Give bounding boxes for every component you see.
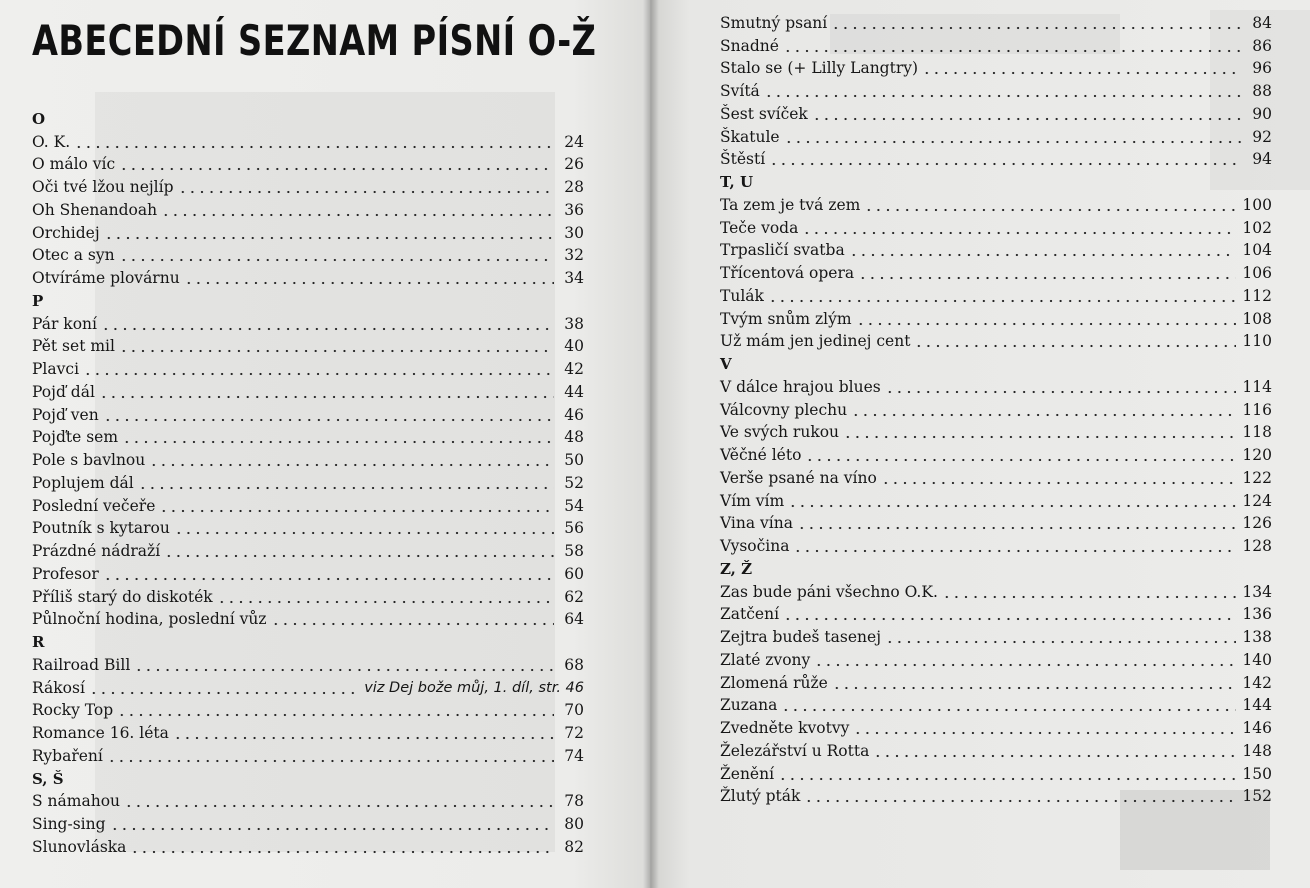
- dot-leader: [119, 333, 554, 353]
- page-number: 58: [564, 542, 584, 560]
- page-number: 114: [1242, 377, 1272, 396]
- song-entry: [720, 397, 1272, 420]
- page-number: 44: [564, 382, 584, 401]
- song-entry: [32, 197, 584, 220]
- dot-leader: [851, 397, 1236, 417]
- page-number: 124: [1242, 491, 1272, 510]
- song-entry: [720, 624, 1272, 647]
- song-entry: [720, 374, 1272, 397]
- song-title: Zvedněte kvotvy: [720, 719, 850, 737]
- song-entry: [32, 425, 584, 448]
- song-title: Ta zem je tvá zem: [720, 195, 861, 214]
- section-letter-heading: O: [32, 109, 46, 128]
- page-number: 100: [1242, 195, 1272, 214]
- song-entry: [32, 834, 584, 857]
- page-number: 32: [564, 246, 584, 265]
- page-number: 40: [564, 337, 584, 356]
- song-title: Pár koní: [32, 314, 97, 333]
- song-title: Vím vím: [720, 491, 785, 510]
- song-entry: [720, 283, 1272, 306]
- dot-leader: [74, 129, 554, 149]
- page-number: 150: [1242, 764, 1272, 783]
- song-entry: [32, 220, 584, 243]
- song-entry: [720, 511, 1272, 534]
- song-entry: [32, 743, 584, 766]
- song-entry: [720, 715, 1272, 738]
- song-entry: [32, 561, 584, 584]
- song-title: Zlaté zvony: [720, 650, 811, 669]
- song-title: Oči tvé lžou nejlíp: [32, 178, 174, 196]
- song-title: Smutný psaní: [720, 13, 828, 32]
- song-entry: [720, 784, 1272, 807]
- song-index-left: [32, 106, 584, 857]
- song-title: Poplujem dál: [32, 473, 134, 492]
- dot-leader: [184, 265, 554, 285]
- song-index-right: [720, 10, 1272, 806]
- dot-leader: [805, 442, 1236, 462]
- song-entry: [720, 56, 1272, 79]
- dot-leader: [134, 652, 554, 672]
- page-number: 42: [564, 360, 584, 378]
- dot-leader: [138, 470, 554, 490]
- song-title: Štěstí: [720, 150, 766, 169]
- song-entry: [720, 442, 1272, 465]
- page-number: 54: [564, 496, 584, 515]
- page-number: 134: [1242, 582, 1272, 601]
- song-title: Už mám jen jedinej cent: [720, 332, 911, 351]
- song-title: Orchidej: [32, 223, 100, 242]
- dot-leader: [914, 328, 1236, 348]
- song-entry: [32, 447, 584, 470]
- song-title: Příliš starý do diskoték: [32, 587, 213, 606]
- page-number: 64: [564, 610, 584, 629]
- song-title: Snadné: [720, 36, 779, 55]
- page-number: 46: [564, 405, 584, 424]
- page-number: 68: [564, 655, 584, 674]
- song-title: Rákosí: [32, 678, 85, 697]
- dot-leader: [89, 675, 358, 695]
- song-title: Třícentová opera: [720, 264, 855, 282]
- page-number: 104: [1242, 241, 1272, 260]
- song-title: O. K.: [32, 132, 71, 151]
- page-number: 152: [1242, 787, 1272, 806]
- dot-leader: [101, 311, 554, 331]
- page-number: 50: [564, 451, 584, 469]
- dot-leader: [856, 306, 1237, 326]
- song-entry: [32, 698, 584, 721]
- song-entry: [720, 670, 1272, 693]
- page-number: 106: [1242, 264, 1272, 282]
- dot-leader: [858, 260, 1236, 280]
- dot-leader: [124, 788, 554, 808]
- song-title: Věčné léto: [720, 446, 802, 464]
- song-title: Zlomená růže: [720, 673, 828, 692]
- page-number: 90: [1252, 104, 1272, 123]
- page-number: 122: [1242, 468, 1272, 487]
- song-entry: [720, 147, 1272, 170]
- song-entry: [720, 602, 1272, 625]
- song-entry: [32, 152, 584, 175]
- dot-leader: [117, 697, 554, 717]
- song-entry: [32, 811, 584, 834]
- page-number: 146: [1242, 719, 1272, 737]
- song-entry: [32, 493, 584, 516]
- dot-leader: [149, 447, 554, 467]
- song-entry: [720, 761, 1272, 784]
- song-title: Tvým snům zlým: [720, 309, 852, 328]
- page-number: 48: [564, 428, 584, 447]
- song-entry: [32, 516, 584, 539]
- dot-leader: [164, 538, 554, 558]
- right-page: [650, 0, 1310, 888]
- dot-leader: [174, 515, 554, 535]
- song-title: Ženění: [720, 764, 775, 783]
- song-entry: [720, 533, 1272, 556]
- dot-leader: [788, 488, 1236, 508]
- dot-leader: [942, 579, 1237, 599]
- page-number: 88: [1252, 82, 1272, 100]
- song-title: Verše psané na víno: [720, 468, 877, 487]
- song-title: Otvíráme plovárnu: [32, 269, 180, 287]
- dot-leader: [103, 402, 554, 422]
- section-letter-heading: R: [32, 633, 45, 651]
- page-number: 144: [1242, 696, 1272, 715]
- dot-leader: [173, 720, 554, 740]
- song-title: Pět set mil: [32, 337, 115, 356]
- song-title: Trpasličí svatba: [720, 241, 845, 260]
- left-page: [0, 0, 650, 888]
- song-title: Pole s bavlnou: [32, 451, 146, 469]
- dot-leader: [843, 419, 1236, 439]
- dot-leader: [99, 379, 554, 399]
- page-number: 34: [564, 269, 584, 287]
- song-title: Železářství u Rotta: [720, 741, 870, 760]
- page-number: 142: [1242, 673, 1272, 692]
- page-number: 108: [1242, 309, 1272, 328]
- dot-leader: [783, 601, 1236, 621]
- page-number: 110: [1242, 332, 1272, 351]
- dot-leader: [853, 715, 1236, 735]
- song-title: Zejtra budeš tasenej: [720, 628, 881, 646]
- page-number: 120: [1242, 446, 1272, 464]
- song-title: Stalo se (+ Lilly Langtry): [720, 59, 919, 78]
- section-letter-heading: T, U: [720, 173, 754, 191]
- page-number: 70: [564, 701, 584, 720]
- dot-leader: [802, 215, 1236, 235]
- song-title: O málo víc: [32, 155, 116, 174]
- page-number: 74: [564, 746, 584, 765]
- page-number: 92: [1252, 127, 1272, 146]
- song-entry: [32, 129, 584, 152]
- song-title: Zuzana: [720, 696, 778, 715]
- song-entry: [32, 789, 584, 812]
- dot-leader: [812, 101, 1242, 121]
- song-entry: [720, 329, 1272, 352]
- dot-leader: [793, 533, 1236, 553]
- song-entry: [32, 402, 584, 425]
- dot-leader: [161, 197, 554, 217]
- dot-leader: [864, 192, 1236, 212]
- dot-leader: [107, 743, 554, 763]
- page-number: 52: [564, 473, 584, 492]
- page-number: 102: [1242, 218, 1272, 237]
- song-entry: [32, 538, 584, 561]
- section-letter-heading: Z, Ž: [720, 559, 753, 578]
- song-entry: [720, 579, 1272, 602]
- cross-reference: viz Dej bože můj, 1. díl, str. 46: [364, 679, 584, 696]
- song-entry: [32, 584, 584, 607]
- dot-leader: [831, 10, 1242, 30]
- song-title: Zas bude páni všechno O.K.: [720, 582, 938, 601]
- dot-leader: [778, 761, 1236, 781]
- page-number: 136: [1242, 605, 1272, 624]
- song-entry: [720, 420, 1272, 443]
- song-title: Tulák: [720, 286, 764, 305]
- page-number: 82: [564, 837, 584, 856]
- dot-leader: [159, 493, 554, 513]
- dot-leader: [849, 237, 1237, 257]
- song-entry: [720, 693, 1272, 716]
- page-number: 116: [1242, 400, 1272, 419]
- song-entry: [720, 465, 1272, 488]
- page-number: 72: [564, 724, 584, 742]
- section-letter-heading: P: [32, 291, 44, 310]
- song-title: Profesor: [32, 564, 99, 583]
- song-title: Oh Shenandoah: [32, 200, 158, 219]
- song-entry: [32, 265, 584, 288]
- dot-leader: [103, 561, 554, 581]
- song-entry: [720, 33, 1272, 56]
- song-entry: [720, 124, 1272, 147]
- dot-leader: [178, 174, 554, 194]
- song-title: Rocky Top: [32, 701, 114, 720]
- song-title: Půlnoční hodina, poslední vůz: [32, 610, 267, 629]
- dot-leader: [271, 606, 554, 626]
- dot-leader: [781, 692, 1236, 712]
- dot-leader: [885, 374, 1237, 394]
- page-number: 94: [1252, 150, 1272, 169]
- dot-leader: [881, 465, 1237, 485]
- song-entry: [32, 652, 584, 675]
- dot-leader: [797, 510, 1236, 530]
- song-title: Railroad Bill: [32, 655, 131, 674]
- dot-leader: [784, 124, 1242, 144]
- song-title: Plavci: [32, 360, 80, 378]
- song-entry: [720, 238, 1272, 261]
- dot-leader: [83, 356, 554, 376]
- song-title: Škatule: [720, 127, 780, 146]
- dot-leader: [217, 584, 554, 604]
- song-entry: [32, 356, 584, 379]
- page-number: 78: [564, 792, 584, 811]
- dot-leader: [119, 242, 554, 262]
- page-number: 128: [1242, 537, 1272, 555]
- page-number: 112: [1242, 286, 1272, 305]
- page-number: 28: [564, 178, 584, 196]
- page-number: 138: [1242, 628, 1272, 646]
- song-entry: [720, 78, 1272, 101]
- song-title: Teče voda: [720, 218, 799, 237]
- page-number: 80: [564, 815, 584, 833]
- song-entry: [32, 174, 584, 197]
- song-entry: [32, 607, 584, 630]
- song-title: Poslední večeře: [32, 496, 156, 515]
- song-entry: [720, 260, 1272, 283]
- song-title: Prázdné nádraží: [32, 542, 161, 560]
- page-title: ABECEDNÍ SEZNAM PÍSNÍ O-Ž: [32, 16, 597, 65]
- dot-leader: [783, 33, 1242, 53]
- song-entry: [720, 101, 1272, 124]
- song-entry: [32, 720, 584, 743]
- dot-leader: [130, 834, 554, 854]
- page-number: 86: [1252, 36, 1272, 55]
- dot-leader: [122, 424, 554, 444]
- page-number: 84: [1252, 13, 1272, 32]
- section-letter-heading: S, Š: [32, 769, 64, 788]
- song-title: V dálce hrajou blues: [720, 377, 881, 396]
- song-entry: [720, 738, 1272, 761]
- song-entry: [720, 488, 1272, 511]
- song-entry: [32, 675, 584, 698]
- dot-leader: [119, 151, 554, 171]
- page-number: 24: [564, 132, 584, 151]
- song-title: Zatčení: [720, 605, 780, 624]
- song-entry: [720, 306, 1272, 329]
- dot-leader: [814, 647, 1236, 667]
- song-entry: [720, 647, 1272, 670]
- page-number: 26: [564, 155, 584, 174]
- song-title: Romance 16. léta: [32, 724, 169, 742]
- song-entry: [32, 334, 584, 357]
- page-number: 38: [564, 314, 584, 333]
- song-title: Pojďte sem: [32, 428, 119, 447]
- song-title: Válcovny plechu: [720, 400, 848, 419]
- song-title: Šest svíček: [720, 104, 808, 123]
- dot-leader: [804, 783, 1236, 803]
- song-title: Pojď dál: [32, 382, 95, 401]
- song-title: Rybaření: [32, 746, 103, 765]
- song-title: Vysočina: [720, 537, 790, 555]
- dot-leader: [104, 220, 554, 240]
- page-number: 36: [564, 200, 584, 219]
- page-number: 60: [564, 564, 584, 583]
- song-title: S námahou: [32, 792, 121, 811]
- dot-leader: [769, 146, 1242, 166]
- dot-leader: [873, 738, 1236, 758]
- page-number: 96: [1252, 59, 1272, 78]
- song-title: Ve svých rukou: [720, 423, 840, 442]
- dot-leader: [922, 55, 1242, 75]
- song-entry: [32, 243, 584, 266]
- book-gutter: [643, 0, 659, 888]
- song-entry: [32, 470, 584, 493]
- song-title: Poutník s kytarou: [32, 519, 170, 538]
- page-number: 56: [564, 519, 584, 538]
- page-number: 148: [1242, 741, 1272, 760]
- dot-leader: [885, 624, 1236, 644]
- song-entry: [32, 379, 584, 402]
- song-title: Pojď ven: [32, 405, 99, 424]
- page-number: 30: [564, 223, 584, 242]
- song-title: Sing-sing: [32, 815, 106, 833]
- dot-leader: [832, 670, 1237, 690]
- song-title: Otec a syn: [32, 246, 115, 265]
- song-entry: [720, 10, 1272, 33]
- dot-leader: [110, 811, 554, 831]
- section-letter-heading: V: [720, 355, 732, 373]
- dot-leader: [764, 78, 1242, 98]
- song-title: Slunovláska: [32, 837, 127, 856]
- song-title: Vina vína: [720, 514, 793, 533]
- song-entry: [720, 215, 1272, 238]
- song-entry: [32, 311, 584, 334]
- dot-leader: [768, 283, 1236, 303]
- page-number: 62: [564, 587, 584, 606]
- song-title: Svítá: [720, 82, 760, 100]
- song-entry: [720, 192, 1272, 215]
- page-number: 140: [1242, 650, 1272, 669]
- song-title: Žlutý pták: [720, 787, 801, 806]
- page-number: 118: [1242, 423, 1272, 442]
- page-number: 126: [1242, 514, 1272, 533]
